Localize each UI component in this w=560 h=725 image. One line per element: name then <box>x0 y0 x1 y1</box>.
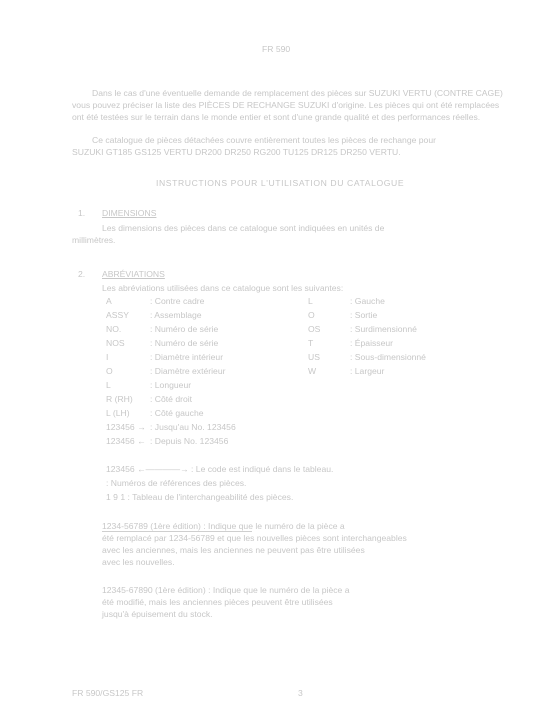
abbr: O <box>308 310 315 320</box>
abbr: W <box>308 366 317 376</box>
intro-paragraph <box>72 87 502 123</box>
intro-line: SUZUKI GT185 GS125 VERTU DR200 DR250 RG200 TU125 DR125 DR250 VERTU. <box>72 147 401 157</box>
abbr: OS <box>308 324 321 334</box>
abbr: L (LH) <box>106 408 130 418</box>
abbr-meaning: : Sous-dimensionné <box>350 352 426 362</box>
section-1-number: 1. <box>78 208 86 218</box>
abbr: R (RH) <box>106 394 133 404</box>
abbr: O <box>106 366 113 376</box>
abbr-meaning: : Sortie <box>350 310 378 320</box>
intro-line: Ce catalogue de pièces détachées couvre entièrement toutes les pièces de rechange pour <box>92 135 436 145</box>
abbr-meaning: : Numéro de série <box>150 324 219 334</box>
note-line: été remplacé par 1234-56789 et que les nouvelles pièces sont interchangeables <box>102 533 407 543</box>
abbr-meaning: : Côté droit <box>150 394 193 404</box>
abbr-meaning: : Largeur <box>350 366 385 376</box>
note-1 <box>102 520 502 568</box>
abbr: L <box>106 380 111 390</box>
bracket-line: : Numéros de références des pièces. <box>106 478 247 488</box>
abbr-meaning: : Longueur <box>150 380 192 390</box>
interchange-line: 1 9 1 : Tableau de l'interchangeabilité des pièces. <box>106 492 294 502</box>
section-title: INSTRUCTIONS POUR L'UTILISATION DU CATALOGUE <box>156 178 405 188</box>
abbr: I <box>106 352 109 362</box>
abbr-meaning: : Depuis No. 123456 <box>150 436 229 446</box>
note-line: avec les nouvelles. <box>102 557 175 567</box>
abbr-meaning: : Gauche <box>350 296 385 306</box>
section-1-line: millimètres. <box>72 235 116 245</box>
abbr: 123456 ← <box>106 436 146 446</box>
abbr: A <box>106 296 112 306</box>
intro-line: ont été testées sur le terrain dans le monde entier et sont d'une grande qualité et des performances réelles. <box>72 112 481 122</box>
abbr-meaning: : Diamètre extérieur <box>150 366 226 376</box>
note-line: été modifié, mais les anciennes pièces peuvent être utilisées <box>102 597 333 607</box>
section-1-body <box>72 222 502 246</box>
section-2-title: ABRÉVIATIONS <box>102 269 165 279</box>
abbr-meaning: : Épaisseur <box>350 338 393 348</box>
abbr: 123456 → <box>106 422 146 432</box>
symbol-line: 123456 ←————→ : Le code est indiqué dans le tableau. <box>106 464 334 474</box>
note-line: jusqu'à épuisement du stock. <box>102 609 213 619</box>
page-number: 3 <box>298 688 303 698</box>
page-header-label: FR 590 <box>262 44 291 54</box>
section-2-intro: Les abréviations utilisées dans ce catalogue sont les suivantes: <box>102 283 344 293</box>
section-2-number: 2. <box>78 269 86 279</box>
intro-second-paragraph <box>72 134 502 158</box>
abbr-meaning: : Numéro de série <box>150 338 219 348</box>
abbr: US <box>308 352 320 362</box>
abbr: T <box>308 338 314 348</box>
section-1-title: DIMENSIONS <box>102 208 157 218</box>
abbr: NOS <box>106 338 125 348</box>
abbr-meaning: : Côté gauche <box>150 408 204 418</box>
note-2 <box>102 584 502 620</box>
intro-line: Dans le cas d'une éventuelle demande de remplacement des pièces sur SUZUKI VERTU (CONTRE CAGE) <box>92 88 503 98</box>
abbr-meaning: : Diamètre intérieur <box>150 352 224 362</box>
footer-code: FR 590/GS125 FR <box>72 688 144 698</box>
note-line: 1234-56789 (1ère édition) : Indique que le numéro de la pièce a <box>102 521 345 531</box>
abbr-meaning: : Jusqu'au No. 123456 <box>150 422 236 432</box>
abbr: NO. <box>106 324 122 334</box>
abbr: ASSY <box>106 310 129 320</box>
abbr-meaning: : Surdimensionné <box>350 324 417 334</box>
section-1-line: Les dimensions des pièces dans ce catalogue sont indiquées en unités de <box>102 223 385 233</box>
abbreviation-table <box>106 296 466 456</box>
note-line: 12345-67890 (1ère édition) : Indique que le numéro de la pièce a <box>102 585 350 595</box>
note-1-underline <box>102 531 252 532</box>
abbr-meaning: : Contre cadre <box>150 296 205 306</box>
abbr: L <box>308 296 313 306</box>
abbr-meaning: : Assemblage <box>150 310 202 320</box>
note-line: avec les anciennes, mais les anciennes ne peuvent pas être utilisées <box>102 545 365 555</box>
intro-line: vous pouvez préciser la liste des PIÈCES DE RECHANGE SUZUKI d'origine. Les pièces qui ont été remplacées <box>72 100 500 110</box>
